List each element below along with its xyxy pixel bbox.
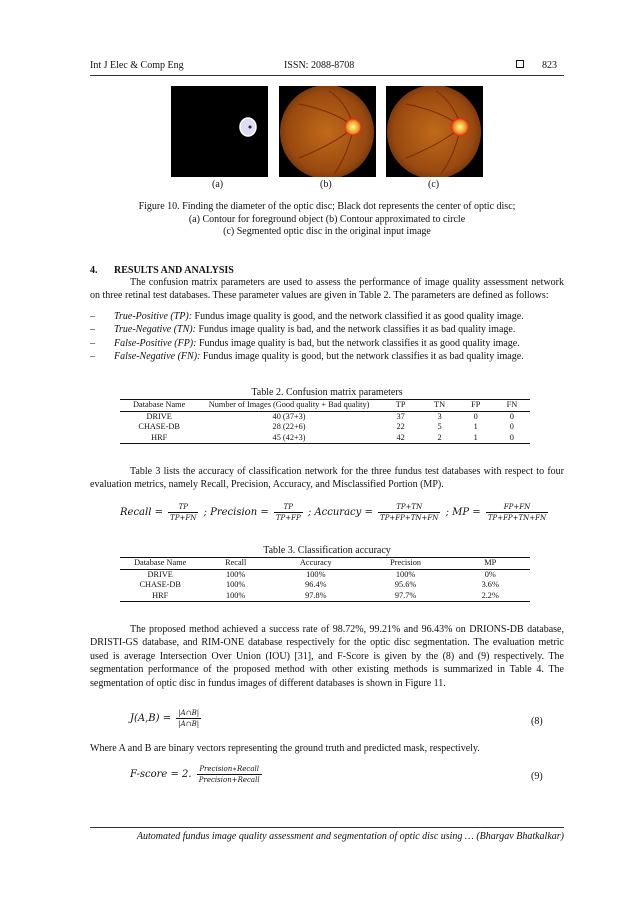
figure-caption-line: (c) Segmented optic disc in the original input image [223, 226, 431, 237]
running-footer: Automated fundus image quality assessment and segmentation of optic disc using … (Bhargav Bhatkalkar) [136, 831, 564, 842]
table-cell: 0% [484, 569, 496, 579]
equation-number-9: (9) [531, 771, 543, 782]
checkbox-square-icon [516, 60, 524, 71]
formula-numerator: TP [274, 502, 303, 513]
table-cell: DRIVE [147, 569, 173, 579]
table2 [120, 399, 530, 444]
table2-title: Table 2. Confusion matrix parameters [251, 387, 403, 398]
table-header-cell: Precision [390, 558, 422, 567]
formula-mp-label: ; MP = [445, 507, 481, 518]
table-cell: 42 [396, 432, 405, 442]
list-item-term: True-Positive (TP): [114, 311, 193, 322]
formula-denominator: TP+FP+TN+FN [487, 514, 547, 522]
list-item: – False-Negative (FN): Fundus image quality is good, but the network classifies it as bad quality image. [90, 351, 524, 363]
table3-title: Table 3. Classification accuracy [263, 545, 391, 556]
list-item-text: Fundus image quality is good, but the network classifies it as bad quality image. [200, 351, 524, 363]
table3 [120, 557, 530, 602]
equation-numerator: Precision∗Recall [197, 764, 262, 775]
table-row [120, 591, 530, 602]
table-cell: 2 [437, 432, 442, 442]
formula-recall-label: Recall = [120, 507, 163, 518]
list-item-term: False-Negative (FN): [114, 351, 201, 363]
list-item-text: Fundus image quality is bad, and the network classifies it as bad quality image. [195, 324, 516, 336]
table-cell: DRIVE [146, 411, 172, 421]
figure-image-c [386, 86, 483, 177]
table-cell: 40 (37+3) [272, 411, 306, 421]
table-cell: CHASE-DB [138, 422, 180, 431]
table-header-cell: Database Name [134, 558, 187, 567]
table-row [120, 433, 530, 444]
page-number: 823 [542, 60, 557, 71]
table-cell: HRF [152, 590, 169, 600]
table-header-cell: TP [395, 400, 406, 409]
formula-denominator: TP+FN [170, 514, 197, 522]
table-cell: 100% [225, 580, 246, 589]
header-rule [90, 75, 564, 76]
table-header-cell: FN [506, 400, 518, 409]
table-cell: 100% [306, 569, 326, 579]
equation-numerator: |A∩B| [178, 709, 200, 717]
table-cell: 0 [509, 432, 514, 442]
definition-list [90, 310, 564, 364]
figure-image-b [279, 86, 376, 177]
formula-denominator: TP+FP [275, 514, 301, 522]
table-cell: 45 (42+3) [272, 432, 306, 442]
paragraph-table3-intro: Table 3 lists the accuracy of classification network for the three fundus test databases with respect to four evaluation metrics, namely Recall, Precision, Accuracy, and Misclassified Portion (MP). [90, 466, 564, 491]
list-item: – True-Positive (TP): Fundus image quality is good, and the network classified it as good quality image. [90, 311, 524, 322]
issn: ISSN: 2088-8708 [284, 60, 355, 71]
table-header-cell: Number of Images (Good quality + Bad quality) [208, 400, 370, 409]
list-item-text: Fundus image quality is bad, but the network classifies it as good quality image. [196, 337, 520, 349]
equation-lhs: F-score = 2. [130, 769, 192, 780]
table-cell: 96.4% [305, 580, 327, 589]
list-item-text: Fundus image quality is good, and the network classified it as good quality image. [192, 311, 524, 322]
list-item-term: False-Positive (FP): [114, 337, 197, 349]
table-cell: CHASE-DB [139, 580, 181, 589]
figure-caption [90, 201, 564, 239]
figure-label-b: (b) [320, 179, 332, 190]
list-item: – False-Positive (FP): Fundus image quality is bad, but the network classifies it as good quality image. [90, 337, 520, 349]
section-title: RESULTS AND ANALYSIS [114, 265, 234, 276]
formula-precision-label: ; Precision = [203, 507, 269, 518]
figure-caption-line: Figure 10. Finding the diameter of the optic disc; Black dot represents the center of optic disc; [138, 201, 516, 212]
figure-label-a: (a) [212, 179, 224, 190]
formula-numerator: TP+TN [378, 502, 440, 513]
table-header-cell: Recall [225, 558, 247, 567]
equation-denominator: Precision+Recall [198, 776, 260, 784]
figure-label-c: (c) [428, 179, 440, 190]
table-cell: 97.7% [394, 590, 417, 600]
figure-image-a [171, 86, 268, 177]
equation-denominator: |A∩B| [178, 720, 200, 728]
paragraph-results: The proposed method achieved a success rate of 98.72%, 99.21% and 96.43% on DRIONS-DB database, DRISTI-GS database, and RIM-ONE database respectively for the optic disc segmentation. The evaluation metric used is average Intersection Over Union (IOU) [31], and F-Score is given by the (8) and (9) respectively. The segmentation performance of the proposed method with other existing methods is summarized in Table 4. The segmentation of optic disc in fundus images of different databases is shown in Figure 11. [90, 624, 564, 689]
table-row [120, 580, 530, 591]
table-header-cell: MP [484, 558, 497, 567]
section-number: 4. [90, 265, 98, 276]
paragraph-where: Where A and B are binary vectors representing the ground truth and predicted mask, respectively. [90, 743, 480, 754]
table-header-row [120, 400, 530, 412]
table-cell: HRF [151, 432, 168, 442]
table-header-cell: Database Name [133, 400, 186, 409]
formula-denominator: TP+FP+TN+FN [380, 514, 439, 522]
section-heading [90, 265, 234, 276]
list-item-term: True-Negative (TN): [114, 324, 196, 336]
table-cell: 0 [509, 422, 514, 431]
table-cell: 3 [437, 411, 442, 421]
equation-8 [130, 708, 203, 729]
formula-numerator: FP+FN [486, 502, 548, 513]
paragraph-intro: The confusion matrix parameters are used to assess the performance of image quality assessment network on three retinal test databases. These parameter values are given in Table 2. The parameters are defined as follows: [90, 277, 564, 302]
footer-rule [90, 827, 564, 828]
table-header-row [120, 558, 530, 570]
formula-accuracy-label: ; Accuracy = [307, 507, 373, 518]
table-row [120, 569, 530, 580]
table-cell: 100% [225, 590, 246, 600]
table-cell: 2.2% [481, 590, 499, 600]
table-cell: 28 (22+6) [272, 422, 306, 431]
table-cell: 1 [473, 432, 478, 442]
table-cell: 0 [509, 411, 514, 421]
table-header-cell: TN [434, 400, 446, 409]
table-cell: 1 [473, 422, 478, 431]
table-cell: 22 [396, 422, 405, 431]
equation-number-8: (8) [531, 716, 543, 727]
table-row [120, 411, 530, 422]
table-cell: 0 [473, 411, 478, 421]
table-row [120, 422, 530, 433]
equation-lhs: J(A,B) = [130, 713, 172, 724]
table-header-cell: Accuracy [299, 558, 332, 567]
equation-9 [130, 764, 264, 785]
figure-caption-line: (a) Contour for foreground object (b) Contour approximated to circle [188, 213, 466, 225]
table-header-cell: FP [471, 400, 481, 409]
table-cell: 3.6% [481, 580, 499, 589]
list-item: – True-Negative (TN): Fundus image quality is bad, and the network classifies it as bad quality image. [90, 324, 516, 336]
table-cell: 5 [437, 422, 442, 431]
journal-name: Int J Elec & Comp Eng [90, 60, 184, 71]
metrics-formula [120, 502, 547, 523]
table-cell: 100% [225, 569, 246, 579]
table-cell: 95.6% [394, 580, 417, 589]
formula-numerator: TP [168, 502, 198, 513]
table-cell: 37 [396, 411, 405, 421]
table-cell: 100% [395, 569, 416, 579]
table-cell: 97.8% [305, 590, 327, 600]
